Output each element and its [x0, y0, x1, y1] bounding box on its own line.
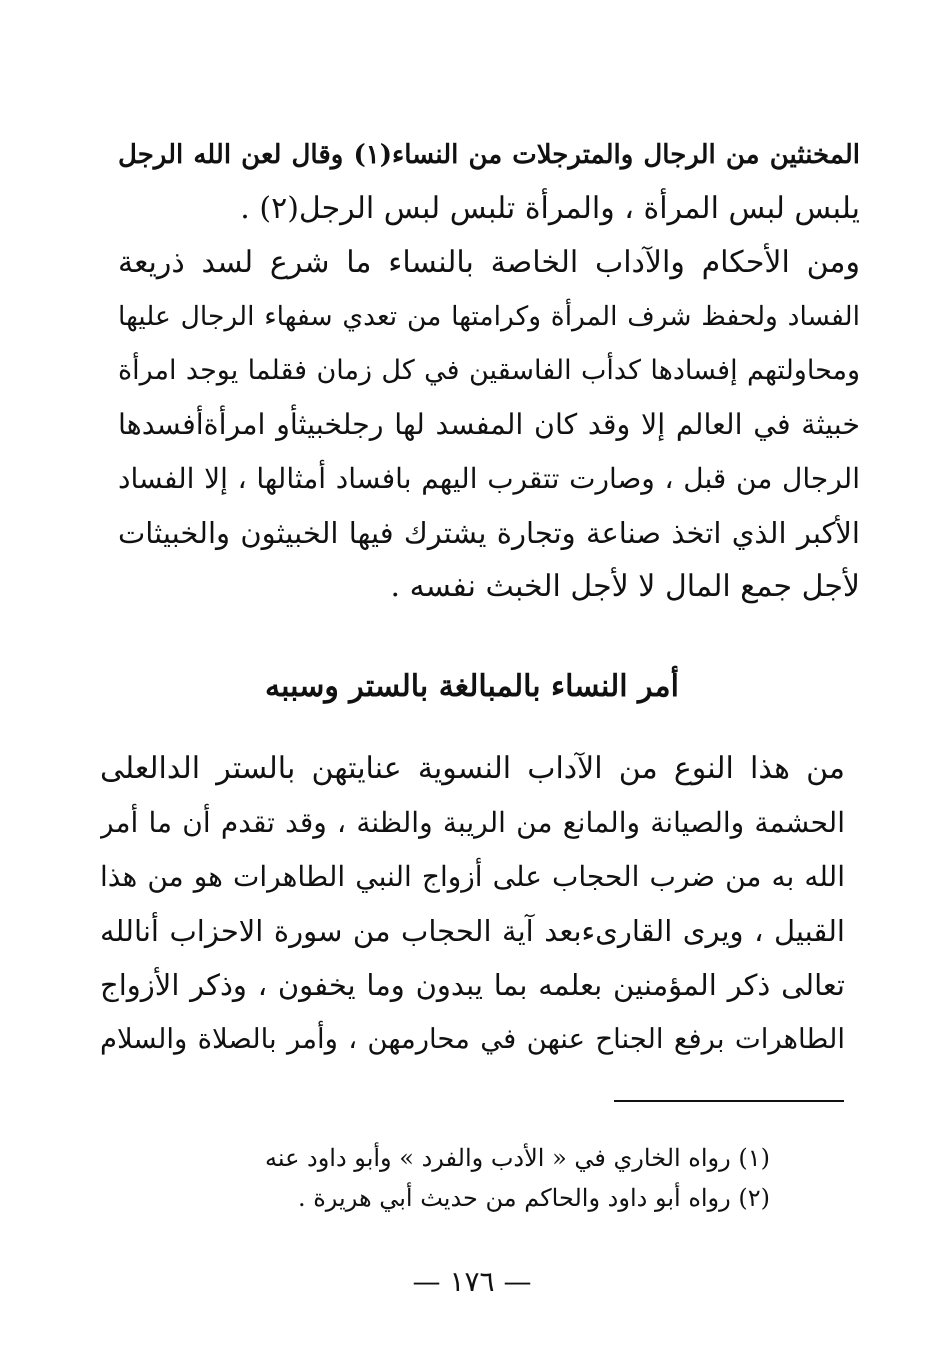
paragraph-continuation	[118, 128, 860, 236]
text-line: من هذا النوع من الآداب النسوية عنايتهن بالستر الدالعلى	[100, 751, 845, 786]
text-line: لأجل جمع المال لا لأجل الخبث نفسه .	[390, 569, 860, 604]
text-line: يلبس لبس المرأة ، والمرأة تلبس لبس الرجل(٢) .	[240, 191, 860, 226]
text-line: ومن الأحكام والآداب الخاصة بالنساء ما شرع لسد ذريعة	[118, 245, 860, 280]
text-line: الرجال من قبل ، وصارت تتقرب اليهم بافساد أمثالها ، إلا الفساد	[118, 462, 860, 495]
text-line: المخنثين من الرجال والمترجلات من النساء(١) وقال لعن الله الرجل	[118, 140, 860, 170]
text-line: الفساد ولحفظ شرف المرأة وكرامتها من تعدي سفهاء الرجال عليها	[118, 301, 860, 332]
section-heading: أمر النساء بالمبالغة بالستر وسببه	[265, 669, 679, 704]
paragraph-veiling	[100, 742, 845, 1066]
text-line: الله به من ضرب الحجاب على أزواج النبي الطاهرات هو من هذا	[100, 860, 845, 893]
footnote-1: (١) رواه الخاري في « الأدب والفرد » وأبو داود عنه	[264, 1144, 770, 1172]
footnote-2: (٢) رواه أبو داود والحاكم من حديث أبي هريرة .	[297, 1184, 770, 1212]
text-line: الطاهرات برفع الجناح عنهن في محارمهن ، وأمر بالصلاة والسلام	[100, 1023, 845, 1055]
text-line: القبيل ، ويرى القارىءبعد آية الحجاب من سورة الاحزاب أنالله	[100, 914, 845, 948]
footnote-divider	[614, 1100, 844, 1102]
text-line: تعالى ذكر المؤمنين بعلمه بما يبدون وما يخفون ، وذكر الأزواج	[100, 968, 845, 1002]
text-line: الحشمة والصيانة والمانع من الريبة والظنة ، وقد تقدم أن ما أمر	[100, 806, 845, 839]
page-number: — ١٧٦ —	[412, 1265, 532, 1298]
footnotes	[200, 1138, 770, 1218]
text-line: الأكبر الذي اتخذ صناعة وتجارة يشترك فيها الخبيثون والخبيثات	[118, 516, 860, 550]
text-line: ومحاولتهم إفسادها كدأب الفاسقين في كل زمان فقلما يوجد امرأة	[118, 355, 860, 386]
paragraph-ethics	[118, 236, 860, 614]
text-line: خبيثة في العالم إلا وقد كان المفسد لها رجلخبيثأو امرأةأفسدها	[118, 408, 860, 441]
